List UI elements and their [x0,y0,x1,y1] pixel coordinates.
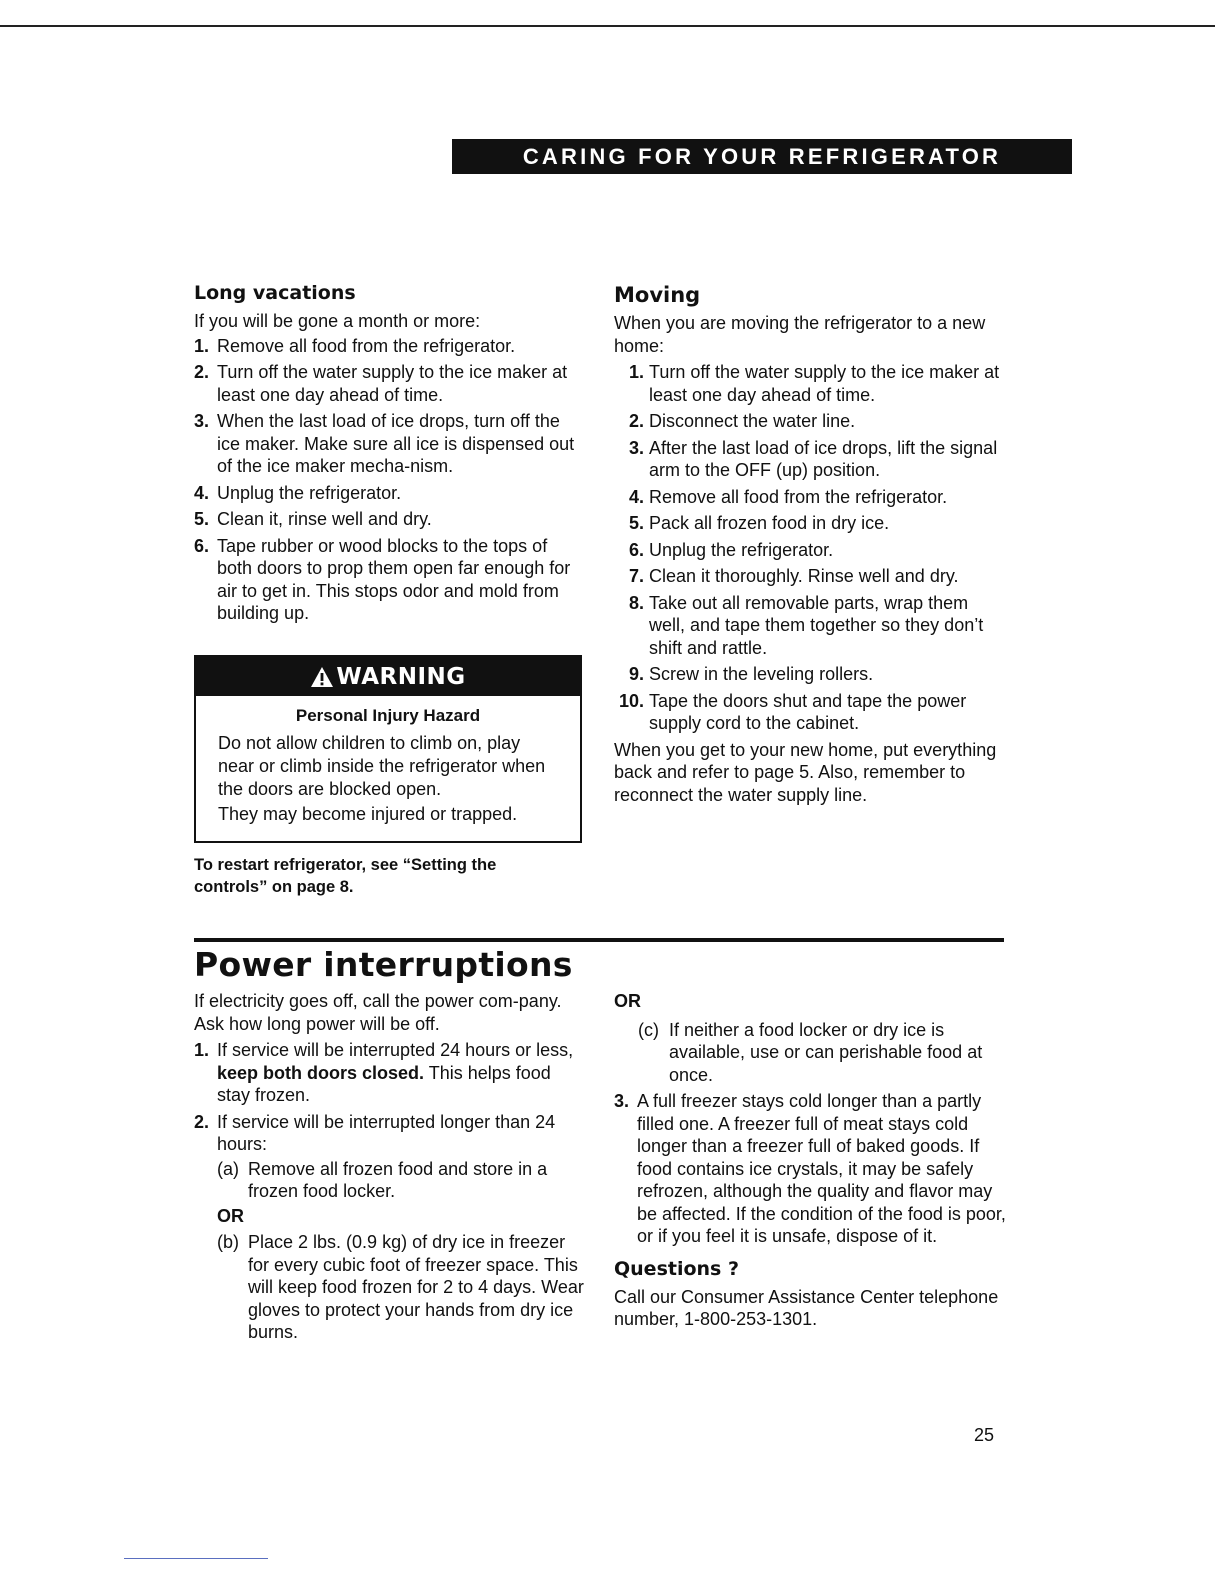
or-label: OR [217,1205,244,1226]
list-item: 7. Clean it thoroughly. Rinse well and dry. [628,566,959,586]
bottom-rule [124,1558,268,1559]
list-item: 10. Tape the doors shut and tape the power supply cord to the cabinet. [618,690,967,733]
long-vacations-section [194,280,586,629]
list-item: 4. Unplug the refrigerator. [194,482,402,503]
list-item: 5. Clean it, rinse well and dry. [194,509,432,529]
list-item: 1. If service will be interrupted 24 hours or less, keep both doors closed. This helps food stay frozen. [194,1040,574,1105]
warning-label: WARNING [336,663,466,690]
list-item: 6. Tape rubber or wood blocks to the tops of both doors to prop them open far enough for air to get in. This stops odor and mold from building up. [194,535,571,623]
list-item: 5. Pack all frozen food in dry ice. [628,513,890,533]
moving-intro: When you are moving the refrigerator to a new home: [614,313,986,356]
list-item: 9. Screw in the leveling rollers. [628,664,874,684]
warning-box [194,655,582,843]
list-item: 3. When the last load of ice drops, turn off the ice maker. Make sure all ice is dispensed out of the ice maker mecha-nism. [194,411,575,476]
warning-triangle-icon [310,666,334,688]
warning-title: Personal Injury Hazard [295,706,481,725]
power-interruptions-right-column [614,990,1006,1331]
or-label: OR [614,991,641,1011]
moving-outro: When you get to your new home, put everything back and refer to page 5. Also, remember to reconnect the water supply line. [614,739,997,805]
questions-text: Call our Consumer Assistance Center telephone number, 1-800-253-1301. [614,1286,999,1329]
warning-header [196,657,580,696]
power-intro: If electricity goes off, call the power com-pany. Ask how long power will be off. [194,991,562,1034]
section-header-bar: CARING FOR YOUR REFRIGERATOR [452,139,1072,174]
questions-section [614,1256,1006,1331]
list-item: 1. Remove all food from the refrigerator. [194,335,516,356]
long-vacations-heading: Long vacations [194,282,356,304]
list-item: 6. Unplug the refrigerator. [628,539,834,560]
list-item: 1. Turn off the water supply to the ice maker at least one day ahead of time. [628,362,1000,405]
warning-text-1: Do not allow children to climb on, play near or climb inside the refrigerator when the doors are blocked open. [218,733,546,799]
moving-steps [614,361,1006,735]
sub-item-a: (a) Remove all frozen food and store in a frozen food locker. [217,1158,548,1201]
questions-heading: Questions ? [614,1257,739,1280]
power-interruptions-left-column [194,990,586,1346]
moving-section [614,282,1006,808]
moving-heading: Moving [614,283,701,307]
sub-item-b: (b) Place 2 lbs. (0.9 kg) of dry ice in freezer for every cubic foot of freezer space. This will keep food frozen for 2 to 4 days. Wear gloves to protect your hands from dry ice burns. [217,1232,584,1342]
power-interruptions-heading: Power interruptions [194,945,573,984]
sub-item-c: (c) If neither a food locker or dry ice is available, use or can perishable food at once. [638,1019,983,1085]
power-steps [194,1039,586,1156]
list-item: 2. Turn off the water supply to the ice maker at least one day ahead of time. [194,362,568,405]
list-item: 2. Disconnect the water line. [628,411,856,431]
list-item: 3. After the last load of ice drops, lift the signal arm to the OFF (up) position. [628,437,998,480]
restart-note: To restart refrigerator, see “Setting the controls” on page 8. [194,856,497,896]
list-item: 3. A full freezer stays cold longer than a partly filled one. A freezer full of meat stays cold longer than a freezer full of baked goods. If food contains ice crystals, it may be safely refrozen, although the quality and flavor may be affected. If the condition of the food is poor, or if you feel it is unsafe, dispose of it. [614,1091,1006,1246]
power-steps-continued [614,1090,1006,1248]
page-number: 25 [974,1425,995,1445]
warning-text-2: They may become injured or trapped. [218,804,518,824]
list-item: 8. Take out all removable parts, wrap them well, and tape them together so they don’t shift and rattle. [628,592,984,658]
warning-text [196,732,580,826]
emphasis-text: keep both doors closed. [217,1062,425,1083]
section-divider [194,938,1004,942]
list-item: 2. If service will be interrupted longer than 24 hours: [194,1111,556,1154]
list-item: 4. Remove all food from the refrigerator. [628,486,948,507]
long-vacations-steps [194,335,586,625]
top-rule [0,25,1215,27]
long-vacations-intro: If you will be gone a month or more: [194,311,481,331]
